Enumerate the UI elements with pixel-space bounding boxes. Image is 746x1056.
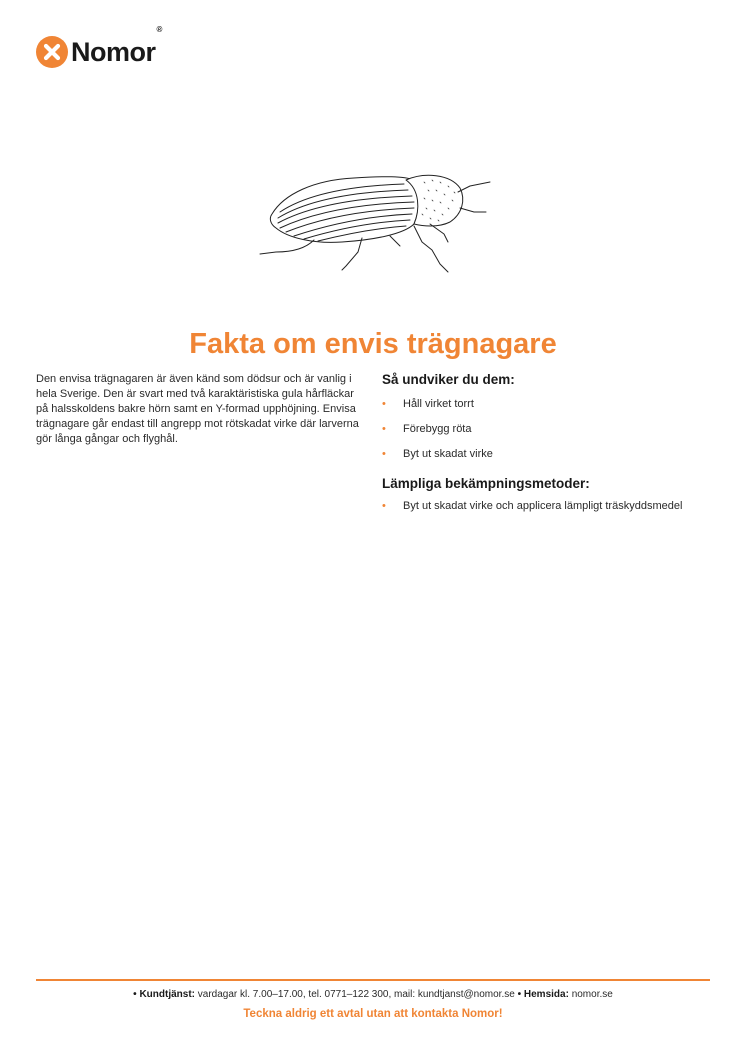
right-column: [382, 372, 722, 524]
bullet-icon: •: [382, 398, 386, 410]
bullet-icon: •: [382, 448, 386, 460]
avoid-list: [382, 397, 722, 472]
beetle-illustration: [254, 168, 496, 276]
web-link[interactable]: nomor.se: [571, 989, 613, 1000]
list-item: • Byt ut skadat virke: [382, 448, 493, 460]
methods-heading: Lämpliga bekämpningsmetoder:: [382, 476, 590, 491]
brand-name: Nomor®: [71, 24, 162, 67]
footer-divider: [36, 979, 710, 981]
methods-list: [382, 499, 722, 524]
list-item: • Byt ut skadat virke och applicera lämpligt träskyddsmedel: [382, 500, 683, 512]
intro-text: Den envisa trägnagaren är även känd som dödsur och är vanlig i hela Sverige. Den är svart med två karaktäristiska gula hårfläckar på halsskoldens bakre hörn samt en Y-formad upphöjning. Envisa trägnagare går endast till angrepp mot rötskadat virke där larverna gör långa gångar och flyghål.: [36, 373, 359, 445]
footer-cta: Teckna aldrig ett avtal utan att kontakta Nomor!: [243, 1008, 503, 1020]
x-circle-logo-icon: [36, 36, 68, 68]
service-text: vardagar kl. 7.00–17.00, tel. 0771–122 300, mail: kundtjanst@nomor.se: [197, 989, 515, 1000]
avoid-heading: Så undviker du dem:: [382, 372, 515, 387]
service-label: Kundtjänst:: [139, 989, 195, 1000]
list-item: • Håll virket torrt: [382, 398, 474, 410]
brand-logo: [36, 24, 162, 68]
list-item: • Förebygg röta: [382, 423, 472, 435]
bullet-icon: •: [382, 500, 386, 512]
web-label: Hemsida:: [523, 989, 569, 1000]
page-title: Fakta om envis trägnagare: [189, 328, 557, 360]
footer-contact: • Kundtjänst: vardagar kl. 7.00–17.00, tel. 0771–122 300, mail: kundtjanst@nomor.se • Hemsida: nomor.se: [133, 989, 613, 1000]
bullet-icon: •: [382, 423, 386, 435]
